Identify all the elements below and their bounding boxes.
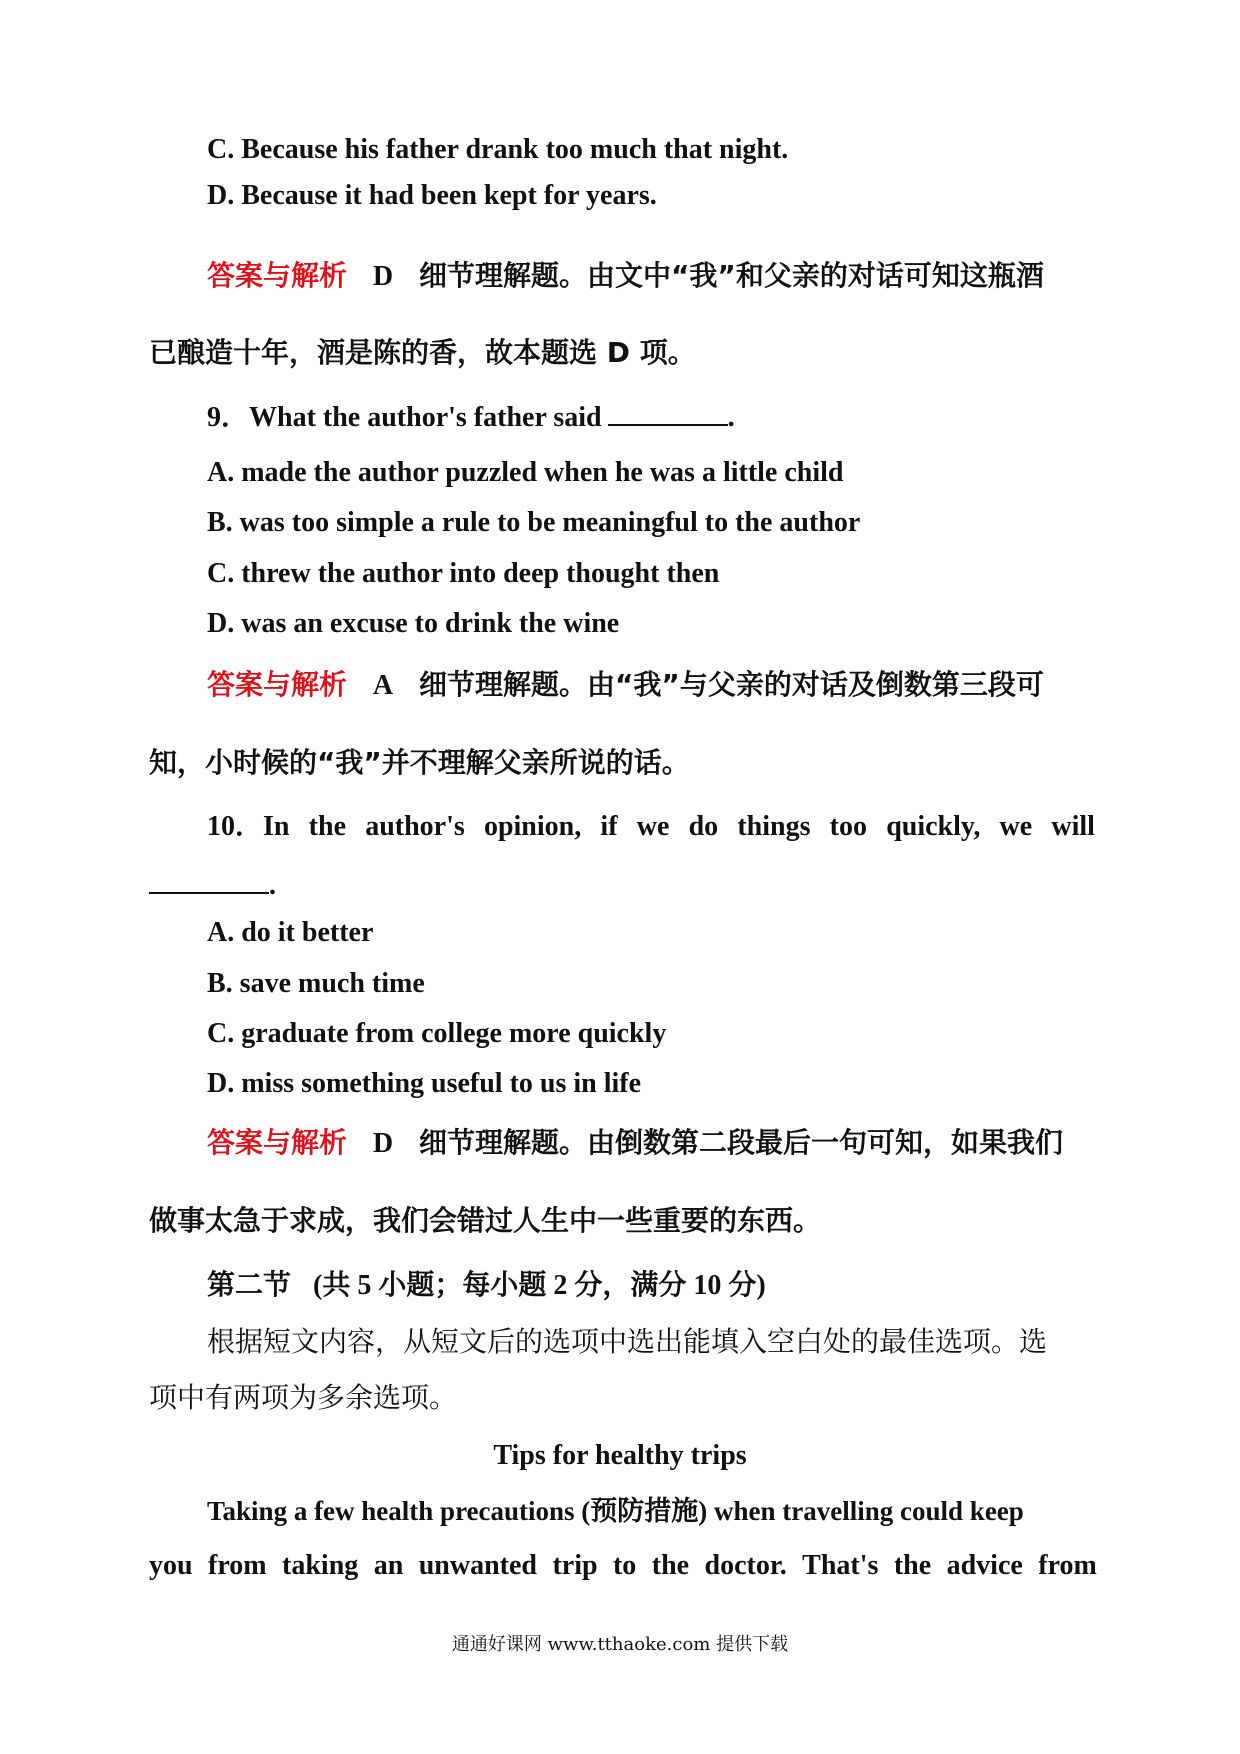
answer-blank bbox=[608, 400, 728, 426]
word: to bbox=[612, 1550, 637, 1581]
word: doctor. bbox=[704, 1550, 787, 1581]
word: the bbox=[308, 811, 346, 842]
instruction-line2: 项中有两项为多余选项。 bbox=[149, 1381, 458, 1414]
q10-blank-line bbox=[149, 868, 276, 903]
word: from bbox=[1038, 1550, 1097, 1581]
word: the bbox=[651, 1550, 690, 1581]
word: will bbox=[1051, 811, 1095, 842]
section-note: (共 5 小题；每小题 2 分，满分 10 分) bbox=[313, 1270, 766, 1301]
q8-answer-line1 bbox=[207, 259, 1147, 294]
q9-stem bbox=[207, 400, 735, 435]
word: opinion, bbox=[483, 811, 582, 842]
word: taking bbox=[282, 1550, 359, 1581]
word: unwanted bbox=[418, 1550, 537, 1581]
word: you bbox=[149, 1550, 193, 1581]
q10-option-a: A. do it better bbox=[207, 917, 374, 948]
word: an bbox=[373, 1550, 404, 1581]
q9-option-c: C. threw the author into deep thought then bbox=[207, 558, 720, 589]
word: That's bbox=[802, 1550, 879, 1581]
answer-letter: D bbox=[372, 261, 394, 292]
word: the bbox=[893, 1550, 932, 1581]
q8-option-d: D. Because it had been kept for years. bbox=[207, 180, 657, 211]
explanation-text: 细节理解题。由“我”与父亲的对话及倒数第三段可 bbox=[419, 668, 1044, 701]
explanation-text: 细节理解题。由文中“我”和父亲的对话可知这瓶酒 bbox=[419, 259, 1044, 292]
q9-option-d: D. was an excuse to drink the wine bbox=[207, 608, 620, 639]
q9-answer-line1 bbox=[207, 668, 1044, 703]
q10-answer-line1 bbox=[207, 1126, 1063, 1161]
answer-letter: D bbox=[372, 1128, 394, 1159]
word: quickly, bbox=[886, 811, 981, 842]
q10-option-c: C. graduate from college more quickly bbox=[207, 1018, 667, 1049]
q10-option-b: B. save much time bbox=[207, 968, 425, 999]
q10-explanation-line2: 做事太急于求成，我们会错过人生中一些重要的东西。 bbox=[149, 1204, 822, 1237]
section-title: 第二节 bbox=[207, 1268, 292, 1301]
instruction-line1: 根据短文内容，从短文后的选项中选出能填入空白处的最佳选项。选 bbox=[207, 1325, 1048, 1358]
word: 10．In bbox=[207, 811, 290, 842]
footer-text: 通通好课网 www.tthaoke.com 提供下载 bbox=[451, 1634, 789, 1655]
word: do bbox=[688, 811, 719, 842]
word: if bbox=[600, 811, 618, 842]
section-heading bbox=[207, 1268, 766, 1303]
q8-explanation-line2: 已酿造十年，酒是陈的香，故本题选 D 项。 bbox=[149, 336, 696, 369]
word: too bbox=[829, 811, 867, 842]
word: author's bbox=[365, 811, 465, 842]
word: advice bbox=[946, 1550, 1023, 1581]
q10-stem-end: . bbox=[269, 870, 276, 901]
answer-label: 答案与解析 bbox=[207, 259, 348, 292]
q10-option-d: D. miss something useful to us in life bbox=[207, 1068, 642, 1099]
q10-stem bbox=[207, 810, 1095, 844]
passage-line1: Taking a few health precautions (预防措施) when travelling could keep bbox=[207, 1496, 1024, 1526]
q8-option-c: C. Because his father drank too much that night. bbox=[207, 134, 789, 165]
answer-blank bbox=[149, 868, 269, 894]
q9-option-b: B. was too simple a rule to be meaningful to the author bbox=[207, 507, 861, 538]
q9-option-a: A. made the author puzzled when he was a little child bbox=[207, 457, 844, 488]
word: we bbox=[636, 811, 670, 842]
answer-letter: A bbox=[372, 670, 394, 701]
word: we bbox=[999, 811, 1033, 842]
q9-explanation-line2: 知，小时候的“我”并不理解父亲所说的话。 bbox=[149, 746, 690, 779]
word: from bbox=[208, 1550, 267, 1581]
answer-label: 答案与解析 bbox=[207, 1126, 348, 1159]
q9-stem-text: 9．What the author's father said bbox=[207, 402, 602, 433]
q9-stem-end: . bbox=[727, 402, 735, 433]
answer-label: 答案与解析 bbox=[207, 668, 348, 701]
passage-line2 bbox=[149, 1549, 1097, 1583]
word: trip bbox=[552, 1550, 598, 1581]
word: things bbox=[737, 811, 811, 842]
passage-title: Tips for healthy trips bbox=[493, 1440, 747, 1471]
explanation-text: 细节理解题。由倒数第二段最后一句可知，如果我们 bbox=[419, 1126, 1064, 1159]
